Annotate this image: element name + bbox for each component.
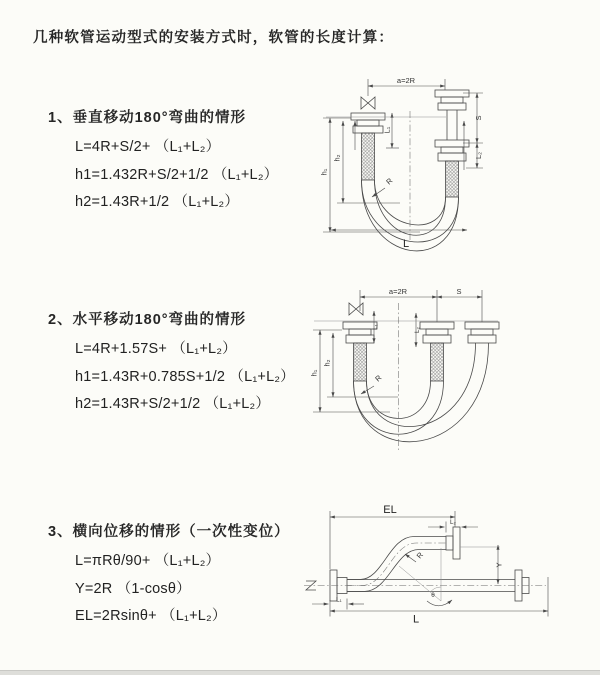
dim-label-l: L	[412, 613, 420, 626]
section-1	[48, 106, 278, 217]
braided-hose-middle	[431, 343, 444, 381]
dim-label-el: EL	[383, 504, 397, 516]
dim-label-s: S	[456, 287, 462, 296]
dim-y	[495, 545, 504, 584]
diagram-horizontal-180-bend	[300, 284, 562, 456]
flange-top-right	[446, 527, 460, 559]
hose-u-curves	[362, 180, 459, 251]
diagram-lateral-displacement	[300, 498, 595, 646]
section-2	[48, 308, 295, 419]
flange-right	[465, 322, 499, 343]
dim-a-2r	[368, 76, 445, 96]
page-bottom-edge	[0, 670, 600, 675]
dim-l2	[414, 313, 421, 347]
braided-hose-right	[446, 161, 459, 197]
dim-label-l1: L₁	[336, 596, 342, 604]
dim-label-l1: L₁	[382, 126, 392, 134]
dim-label-r: R	[373, 373, 384, 384]
formula-l: L=4R+S/2+ （L₁+L₂）	[75, 139, 221, 155]
section-3-heading: 3、横向位移的情形（一次性变位）	[48, 524, 290, 540]
dim-label-a2r: a=2R	[388, 287, 408, 296]
dim-label-l2: L₂	[414, 327, 421, 333]
diagram-vertical-180-bend	[305, 72, 557, 254]
dim-label-r: R	[384, 176, 395, 187]
formula-l: L=4R+1.57S+ （L₁+L₂）	[75, 341, 237, 357]
dim-l1	[312, 597, 364, 610]
formula-h1: h1=1.432R+S/2+1/2 （L₁+L₂）	[75, 166, 279, 183]
dim-label-l: L	[402, 238, 410, 250]
flange-left	[351, 113, 385, 133]
formula-el: EL=2Rsinθ+ （L₁+L₂）	[75, 608, 227, 624]
hose-s-curve	[347, 537, 446, 592]
dim-label-l2: L₂	[450, 519, 456, 526]
valve-icon	[361, 97, 375, 109]
section-1-heading: 1、垂直移动180°弯曲的情形	[48, 110, 247, 126]
dim-label-h1: h₁	[319, 168, 329, 176]
dim-label-r: R	[414, 550, 426, 561]
braided-hose-left	[354, 343, 367, 381]
formula-y: Y=2R （1-cosθ）	[75, 580, 191, 597]
flange-middle	[420, 322, 454, 343]
braided-hose-left	[362, 133, 375, 180]
page-title: 几种软管运动型式的安装方式时，软管的长度计算：	[33, 30, 395, 46]
section-3	[48, 520, 290, 631]
dim-label-s: S	[474, 115, 483, 121]
dim-label-a2r: a=2R	[396, 76, 416, 85]
formula-h2: h2=1.43R+1/2 （L₁+L₂）	[75, 194, 240, 210]
dim-label-theta: θ	[431, 592, 435, 599]
dim-s	[437, 287, 482, 297]
formula-h1: h1=1.43R+0.785S+1/2 （L₁+L₂）	[75, 368, 295, 385]
dim-label-h1: h₁	[309, 369, 319, 377]
dim-label-l1: L₁	[372, 324, 379, 330]
dim-a-2r	[360, 287, 437, 297]
dim-label-h2: h₂	[322, 359, 332, 367]
formula-h2: h2=1.43R+S/2+1/2 （L₁+L₂）	[75, 396, 271, 412]
angle-theta-construction	[399, 548, 452, 606]
dim-label-h2: h₂	[332, 154, 342, 162]
radius-callout	[405, 550, 425, 562]
section-2-heading: 2、水平移动180°弯曲的情形	[48, 312, 247, 328]
dim-label-y: Y	[494, 562, 504, 568]
valve-icon	[349, 303, 363, 315]
dim-h1	[310, 330, 391, 412]
hose-u-position-2	[354, 343, 489, 442]
formula-l: L=πRθ/90+ （L₁+L₂）	[75, 553, 221, 569]
dim-label-l2: L₂	[474, 151, 483, 160]
dim-s	[463, 93, 483, 143]
dim-l1	[372, 311, 379, 343]
